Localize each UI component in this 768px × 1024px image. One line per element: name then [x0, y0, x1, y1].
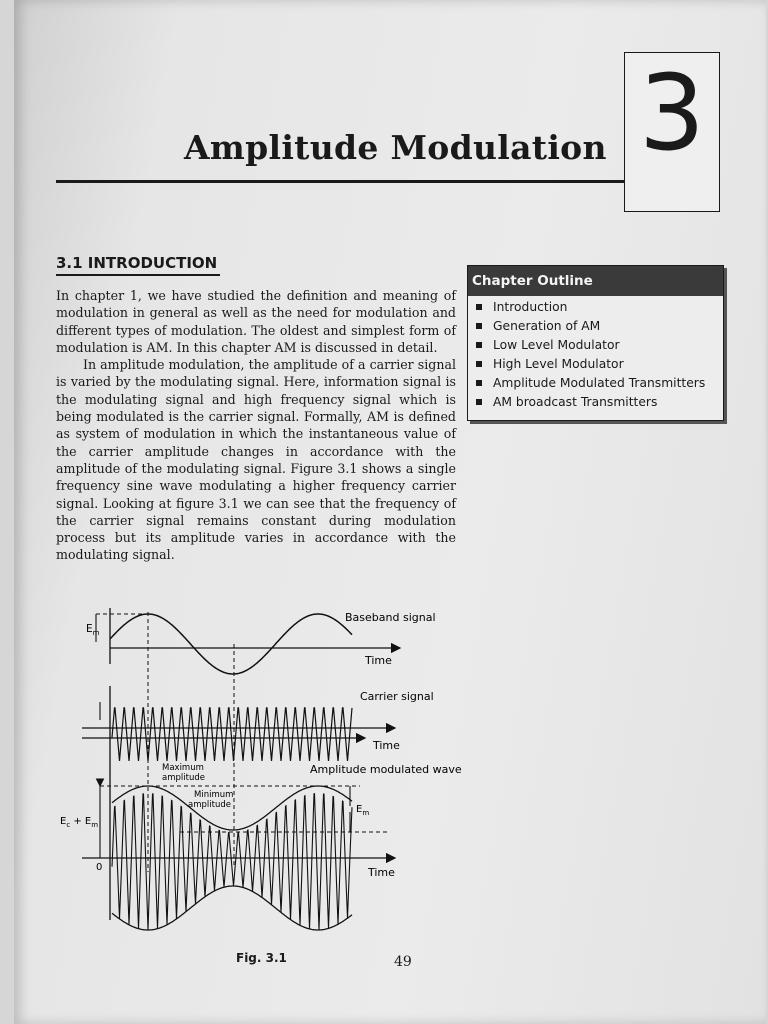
carrier-label: Carrier signal: [360, 690, 434, 703]
baseband-panel: [86, 608, 436, 674]
chapter-outline-list: [468, 296, 723, 412]
baseband-label: Baseband signal: [345, 611, 436, 624]
chapter-outline-box: [467, 265, 724, 421]
outline-item: AM broadcast Transmitters: [476, 393, 723, 412]
title-underline: [56, 180, 626, 183]
am-label: Amplitude modulated wave: [310, 763, 462, 776]
bullet-square-icon: [476, 342, 482, 348]
ec-em-label: $E_c + E_m$: [60, 816, 99, 829]
bullet-square-icon: [476, 361, 482, 367]
time-label-2: Time: [373, 739, 400, 752]
bullet-square-icon: [476, 380, 482, 386]
chapter-number: 3: [638, 52, 706, 174]
outline-item: High Level Modulator: [476, 355, 723, 374]
bullet-square-icon: [476, 304, 482, 310]
max-amplitude-label-1: Maximum: [162, 763, 204, 773]
outline-item: Low Level Modulator: [476, 336, 723, 355]
chapter-title: Amplitude Modulation: [184, 128, 607, 167]
section-underline: [56, 274, 220, 276]
paragraph-1: In chapter 1, we have studied the definition and meaning of modulation in general as well as the need for modulation and different types of modulation. The oldest and simplest form of modulation is AM. In this chapter AM is discussed in detail.: [56, 288, 456, 355]
time-label-3: Time: [368, 866, 395, 879]
origin-label: 0: [96, 862, 103, 873]
em-label: $E_m$: [86, 623, 100, 637]
page-number: 49: [394, 954, 412, 970]
chapter-number-box: [624, 52, 720, 212]
section-body: [56, 287, 456, 564]
min-amplitude-label-2: amplitude: [188, 800, 231, 810]
min-amplitude-label-1: Minimum: [194, 790, 234, 800]
time-label-1: Time: [365, 654, 392, 667]
am-waveform-figure: [60, 600, 480, 940]
paragraph-2: In amplitude modulation, the amplitude of a carrier signal is varied by the modulating signal. Here, information signal is the modulating signal and high frequency signal which is being modulated is the carrier signal. Formally, AM is defined as system of modulation in which the instantaneous value of the carrier amplitude changes in accordance with the amplitude of the modulating signal. Figure 3.1 shows a single frequency sine wave modulating a higher frequency carrier signal. Looking at figure 3.1 we can see that the frequency of the carrier signal remains constant during modulation process but its amplitude varies in accordance with the modulating signal.: [56, 357, 456, 563]
max-amplitude-label-2: amplitude: [162, 773, 205, 783]
em-right-label: $E_m$: [356, 804, 370, 817]
figure-caption: Fig. 3.1: [236, 951, 287, 965]
am-panel: [60, 763, 462, 930]
chapter-outline-heading: Chapter Outline: [468, 266, 723, 296]
outline-item: Generation of AM: [476, 317, 723, 336]
am-wave: [112, 794, 352, 930]
outline-item: Introduction: [476, 298, 723, 317]
bullet-square-icon: [476, 323, 482, 329]
section-heading: 3.1 INTRODUCTION: [56, 254, 218, 272]
outline-item: Amplitude Modulated Transmitters: [476, 374, 723, 393]
bullet-square-icon: [476, 399, 482, 405]
textbook-page: [14, 0, 766, 1024]
baseband-wave: [110, 614, 352, 674]
